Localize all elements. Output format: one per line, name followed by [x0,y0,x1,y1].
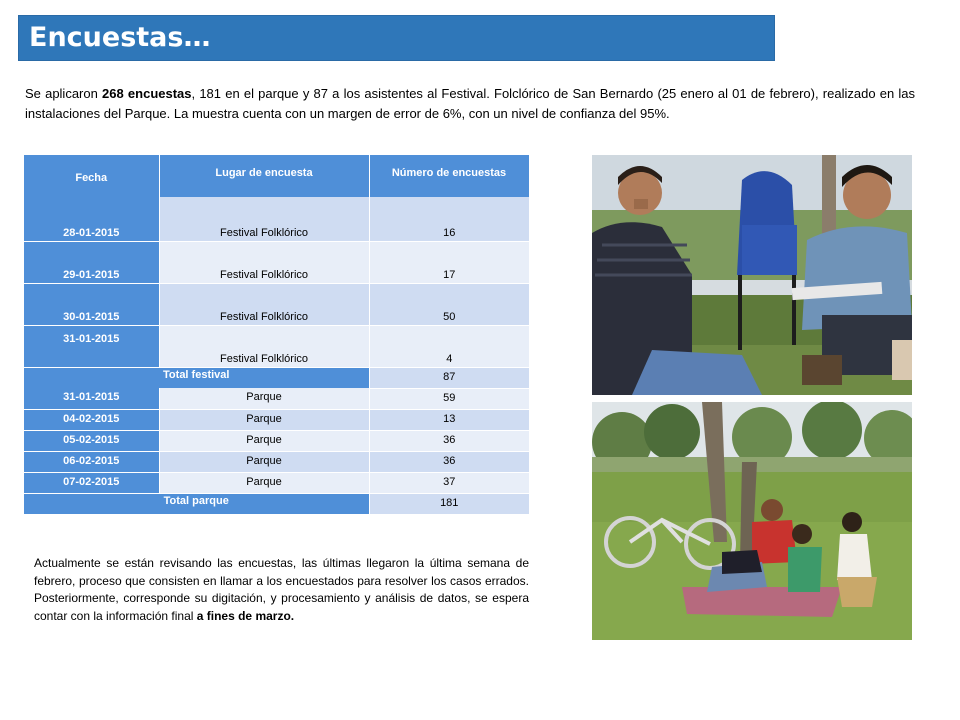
park-total-label: Total parque [24,493,369,514]
row-count: 59 [369,388,529,409]
table-header-row [24,155,529,197]
row-date: 05-02-2015 [24,430,159,451]
row-date: 28-01-2015 [24,197,159,241]
row-date: 06-02-2015 [24,451,159,472]
table-row [24,451,529,472]
row-place: Parque [159,388,369,409]
park-total-row [24,493,529,514]
row-date: 04-02-2015 [24,409,159,430]
header-date: Fecha [24,155,159,197]
row-place: Parque [159,451,369,472]
table-row [24,283,529,325]
status-bold-deadline: a fines de marzo. [196,608,295,623]
row-date: 30-01-2015 [24,283,159,325]
row-place: Festival Folklórico [159,325,369,367]
row-date: 31-01-2015 [24,325,159,367]
row-place: Festival Folklórico [159,283,369,325]
row-count: 37 [369,472,529,493]
intro-paragraph [25,84,915,124]
row-count: 16 [369,197,529,241]
table-row [24,409,529,430]
row-place: Parque [159,409,369,430]
photo-park-survey [592,402,912,640]
photo-survey-interview [592,155,912,395]
festival-total-label: Total festival [24,367,369,388]
table-row [24,430,529,451]
surveys-table [24,155,530,515]
row-count: 50 [369,283,529,325]
title-bar [18,15,775,61]
row-count: 36 [369,451,529,472]
row-count: 4 [369,325,529,367]
row-place: Festival Folklórico [159,197,369,241]
row-count: 17 [369,241,529,283]
photo-survey-interview-graphic [592,155,912,395]
header-count: Número de encuestas [369,155,529,197]
table-row [24,325,529,367]
row-place: Parque [159,472,369,493]
page-title: Encuestas… [29,22,211,53]
intro-bold-count: 268 encuestas [102,86,192,101]
status-paragraph [34,555,529,625]
park-total-value: 181 [369,493,529,514]
table-row [24,472,529,493]
row-date: 31-01-2015 [24,388,159,409]
row-date: 29-01-2015 [24,241,159,283]
status-text: Actualmente se están revisando las encuestas, las últimas llegaron la última semana de febrero, proceso que consisten en llamar a los encuestados para resolver los casos errados. Posteriormente, corresponde su digitación, y procesamiento y análisis de datos, se espera contar con la información final [34,556,529,623]
table-row [24,241,529,283]
row-count: 36 [369,430,529,451]
row-place: Parque [159,430,369,451]
header-place: Lugar de encuesta [159,155,369,197]
row-count: 13 [369,409,529,430]
festival-total-value: 87 [369,367,529,388]
table-row [24,197,529,241]
intro-text-start: Se aplicaron [25,86,103,101]
row-place: Festival Folklórico [159,241,369,283]
table-row [24,388,529,409]
row-date: 07-02-2015 [24,472,159,493]
intro-text-end: , 181 en el parque y 87 a los asistentes al Festival. Folclórico de San Bernardo (25 enero al 01 de febrero), realizado en las instalaciones del Parque. La muestra cuenta con un margen de error de 6%, con un nivel de confianza del 95%. [25,86,916,121]
festival-total-row [24,367,529,388]
photo-park-survey-graphic [592,402,912,640]
